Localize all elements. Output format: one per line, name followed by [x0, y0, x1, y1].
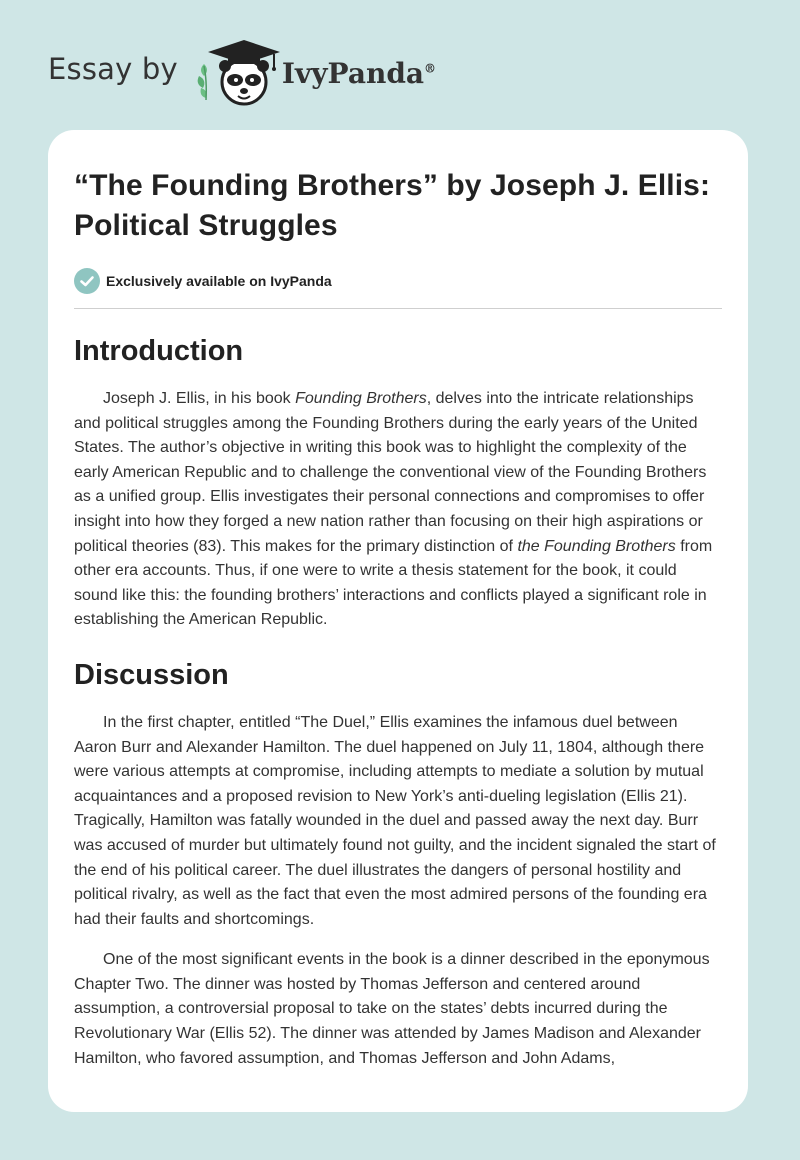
exclusive-badge [74, 268, 722, 294]
intro-text-2: , delves into the intricate relationships and political struggles among the Founding Brothers during the early years of the United States. The author’s objective in writing this book was to highlight the complexity of the early American Republic and to challenge the conventional view of the Founding Brothers as a unified group. Ellis investigates their personal connections and compromises to offer insight into how they forged a new nation rather than focusing on their high aspirations or political theories (83). This makes for the primary distinction of [74, 390, 707, 555]
divider [74, 308, 722, 309]
discussion-paragraph-1: In the first chapter, entitled “The Duel,” Ellis examines the infamous duel between Aaron Burr and Alexander Hamilton. The duel happened on July 11, 1804, although there were various attempts at compromise, including attempts to mediate a solution by mutual acquaintances and a proposed revision to New York’s anti-dueling legislation (Ellis 21). Tragically, Hamilton was fatally wounded in the duel and passed away the next day. Burr was accused of murder but ultimately found not guilty, and the incident signaled the start of the end of his political career. The duel illustrates the dangers of personal hostility and political rivalry, as well as the fact that even the most admired persons of the founding era had their faults and shortcomings. [74, 713, 716, 928]
panda-logo-icon[interactable] [194, 36, 286, 108]
discussion-paragraph-2: One of the most significant events in the book is a dinner described in the eponymous Chapter Two. The dinner was hosted by Thomas Jefferson and centered around assumption, a controversial proposal to take on the states’ debts incurred during the Revolutionary War (Ellis 52). The dinner was attended by James Madison and Alexander Hamilton, who favored assumption, and Thomas Jefferson and John Adams, [74, 951, 710, 1067]
brand-prefix: Essay by [48, 52, 178, 86]
essay-title: “The Founding Brothers” by Joseph J. Ellis: Political Struggles [74, 169, 711, 242]
intro-book-title-2: the Founding Brothers [517, 537, 676, 555]
brand-name-text: IvyPanda [281, 56, 425, 90]
registered-mark: ® [424, 61, 437, 76]
intro-heading: Introduction [74, 335, 244, 367]
brand-name[interactable] [282, 57, 436, 90]
discussion-heading: Discussion [74, 658, 229, 691]
site-header [48, 36, 436, 108]
intro-book-title: Founding Brothers [295, 390, 427, 407]
intro-paragraph [74, 387, 722, 633]
essay-card [48, 130, 748, 1112]
check-circle-icon [74, 268, 100, 294]
intro-text-3: from other era accounts. Thus, if one were to write a thesis statement for the book, it could sound like this: the founding brothers’ interactions and conflicts played a significant role in establishing the American Republic. [74, 537, 713, 629]
badge-text: Exclusively available on IvyPanda [106, 273, 332, 289]
intro-text-1: Joseph J. Ellis, in his book [103, 390, 296, 407]
